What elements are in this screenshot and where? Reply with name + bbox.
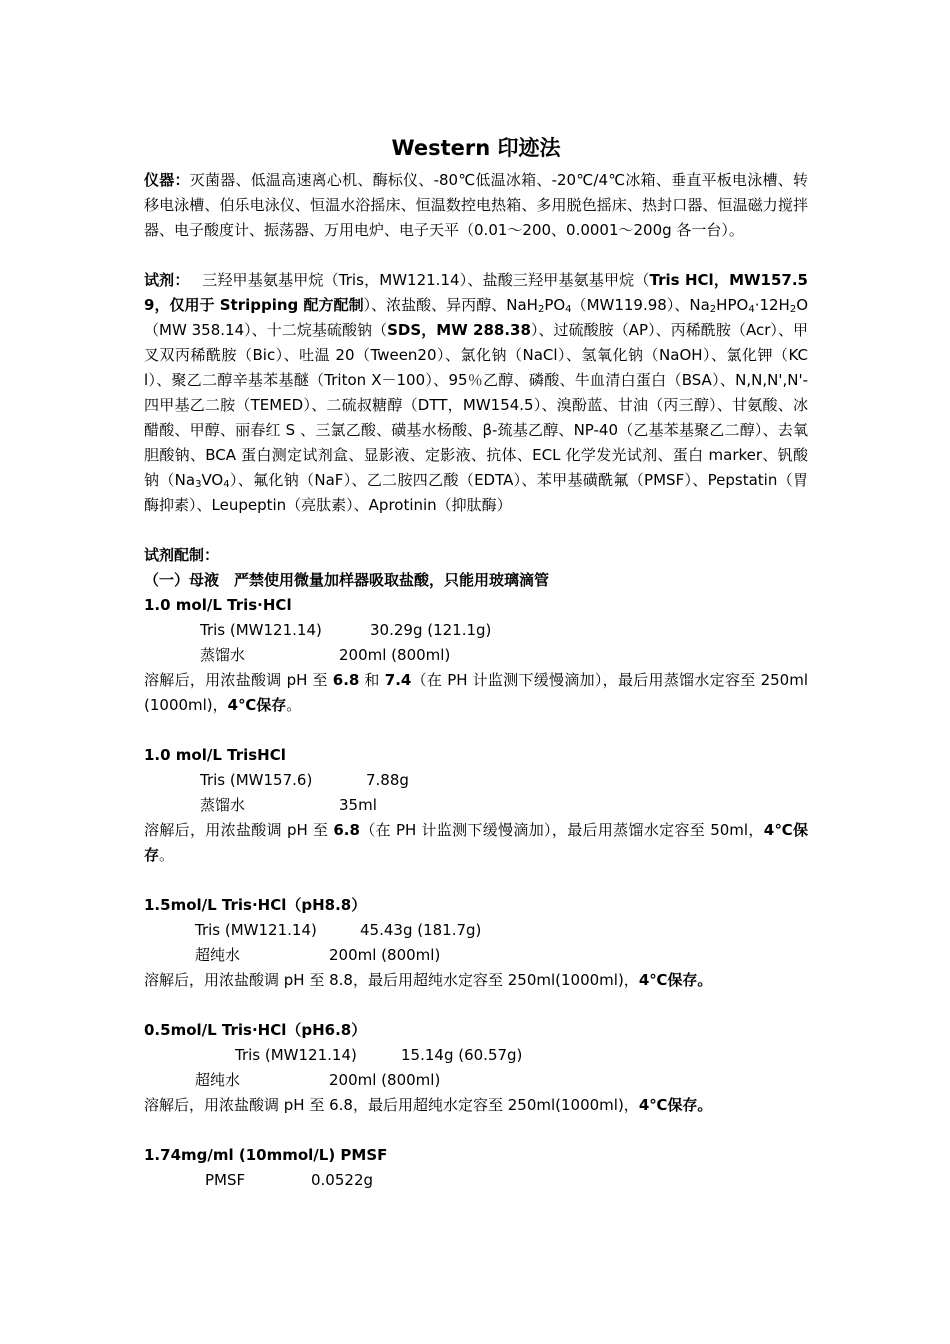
recipe-amount: 0.0522g — [311, 1171, 374, 1189]
recipe-item: 蒸馏水 — [200, 646, 246, 664]
instruments-label: 仪器： — [144, 171, 190, 189]
solution-note — [144, 968, 808, 993]
instruments-text: 灭菌器、低温高速离心机、酶标仪、-80℃低温冰箱、-20℃/4℃冰箱、垂直平板电泳槽、转移电泳槽、伯乐电泳仪、恒温水浴摇床、恒温数控电热箱、多用脱色摇床、热封口器、恒温磁力搅拌器、电子酸度计、振荡器、万用电炉、电子天平（0.01～200、0.0001～200g 各一台）。 — [144, 171, 808, 239]
solution-name: 1.0 mol/L Tris·HCl — [144, 596, 292, 614]
solution-name: 1.74mg/ml (10mmol/L) PMSF — [144, 1146, 388, 1164]
recipe-amount: 200ml (800ml) — [329, 1071, 441, 1089]
recipe-row — [144, 1043, 808, 1068]
recipe-row — [144, 793, 808, 818]
recipe-item: 超纯水 — [195, 1071, 241, 1089]
recipe-row — [144, 643, 808, 668]
recipe-amount: 200ml (800ml) — [329, 946, 441, 964]
recipe-item: Tris (MW121.14) — [200, 621, 322, 639]
solution-note — [144, 668, 808, 718]
subscript: 3 — [195, 479, 202, 490]
subscript: 2 — [789, 304, 797, 315]
note-bold: 4℃保存。 — [638, 971, 713, 989]
reagents-text: PO — [544, 296, 566, 314]
note-text: 溶解后，用浓盐酸调 pH 至 — [144, 671, 333, 689]
reagents-label: 试剂： — [144, 271, 183, 289]
note-bold: 4℃保存。 — [638, 1096, 713, 1114]
recipe-item: 超纯水 — [195, 946, 241, 964]
note-bold: 7.4 — [384, 671, 412, 689]
document-title: Western 印迹法 — [391, 136, 561, 160]
reagents-text: ）、过硫酸胺（AP）、丙稀酰胺（Acr）、甲叉双丙稀酰胺（Bic）、吐温 20（Tween20）、氯化钠（NaCl）、氢氧化钠（NaOH）、氯化钾（KCl）、聚乙二醇辛基苯基醚（Triton X－100）、95％乙醇、磷酸、牛血清白蛋白（BSA）、N,N,N',N'-四甲基乙二胺（TEMED）、二硫叔糖醇（DTT，MW154.5）、溴酚蓝、甘油（丙三醇）、甘氨酸、冰醋酸、甲醇、丽春红 S 、三氯乙酸、磺基水杨酸、β-巯基乙醇、NP-40（乙基苯基聚乙二醇）、去氧胆酸钠、BCA 蛋白测定试剂盒、显影液、定影液、抗体、ECL 化学发光试剂、蛋白 marker、钒酸钠（Na — [144, 321, 808, 489]
section-heading: （一）母液 严禁使用微量加样器吸取盐酸，只能用玻璃滴管 — [144, 571, 550, 589]
subscript: 4 — [748, 304, 755, 315]
reagents-text: ）、氟化钠（NaF）、乙二胺四乙酸（EDTA）、苯甲基磺酰氟（PMSF）、Pepstatin（胃酶抑素）、Leupeptin（亮肽素）、Aprotinin（抑肽酶） — [144, 471, 808, 514]
solution-note — [144, 818, 808, 868]
recipe-item: Tris (MW121.14) — [235, 1046, 357, 1064]
note-text: 溶解后，用浓盐酸调 pH 至 6.8，最后用超纯水定容至 250ml(1000ml)， — [144, 1096, 639, 1114]
subscript: 2 — [709, 304, 717, 315]
recipe-amount: 15.14g (60.57g) — [401, 1046, 523, 1064]
recipe-item: PMSF — [205, 1171, 246, 1189]
recipe-row — [144, 1168, 808, 1193]
note-bold: 6.8 — [333, 821, 360, 839]
solution-name: 1.0 mol/L TrisHCl — [144, 746, 286, 764]
reagents-bold: Tris HCl，MW157.59，仅用于 Stripping 配方配制 — [144, 271, 808, 314]
reagents-text: 三羟甲基氨基甲烷（Tris，MW121.14）、盐酸三羟甲基氨基甲烷（ — [202, 271, 650, 289]
recipe-amount: 200ml (800ml) — [339, 646, 451, 664]
recipe-row — [144, 943, 808, 968]
reagents-text: O（MW 358.14）、十二烷基硫酸钠（ — [144, 296, 809, 339]
subscript: 4 — [565, 304, 572, 315]
reagents-bold: SDS，MW 288.38 — [387, 321, 531, 339]
reagents-text: （MW119.98）、Na — [571, 296, 710, 314]
recipe-row — [144, 1068, 808, 1093]
note-text: 。 — [286, 696, 302, 714]
recipe-item: Tris (MW157.6) — [200, 771, 313, 789]
recipe-amount: 35ml — [339, 796, 377, 814]
solution-note — [144, 1093, 808, 1118]
note-text: 和 — [359, 671, 385, 689]
note-text: 溶解后，用浓盐酸调 pH 至 8.8，最后用超纯水定容至 250ml(1000ml)， — [144, 971, 639, 989]
solution-name: 0.5mol/L Tris·HCl（pH6.8） — [144, 1021, 367, 1039]
reagents-text: ）、浓盐酸、异丙醇、NaH — [363, 296, 538, 314]
recipe-item: 蒸馏水 — [200, 796, 246, 814]
document-page — [144, 130, 808, 1193]
note-text: 溶解后，用浓盐酸调 pH 至 — [144, 821, 334, 839]
recipe-amount: 7.88g — [366, 771, 409, 789]
note-text: （在 PH 计监测下缓慢滴加），最后用蒸馏水定容至 250ml(1000ml)， — [144, 671, 808, 714]
reagents-text: ·12H — [754, 296, 790, 314]
note-bold: 6.8 — [332, 671, 360, 689]
recipe-amount: 45.43g (181.7g) — [360, 921, 482, 939]
note-bold: 4℃保存 — [144, 821, 809, 864]
reagents-text: VO — [201, 471, 224, 489]
note-text: （在 PH 计监测下缓慢滴加），最后用蒸馏水定容至 50ml， — [359, 821, 764, 839]
subscript: 2 — [537, 304, 545, 315]
subscript: 4 — [223, 479, 230, 490]
recipe-row — [144, 618, 808, 643]
reagents-text: HPO — [716, 296, 749, 314]
solution-name: 1.5mol/L Tris·HCl（pH8.8） — [144, 896, 367, 914]
note-text: 。 — [159, 846, 175, 864]
recipe-amount: 30.29g (121.1g) — [370, 621, 492, 639]
recipe-row — [144, 768, 808, 793]
instruments-paragraph — [144, 168, 808, 243]
reagents-paragraph — [144, 268, 808, 518]
note-bold: 4℃保存 — [227, 696, 287, 714]
prep-heading: 试剂配制： — [144, 546, 220, 564]
recipe-item: Tris (MW121.14) — [195, 921, 317, 939]
recipe-row — [144, 918, 808, 943]
